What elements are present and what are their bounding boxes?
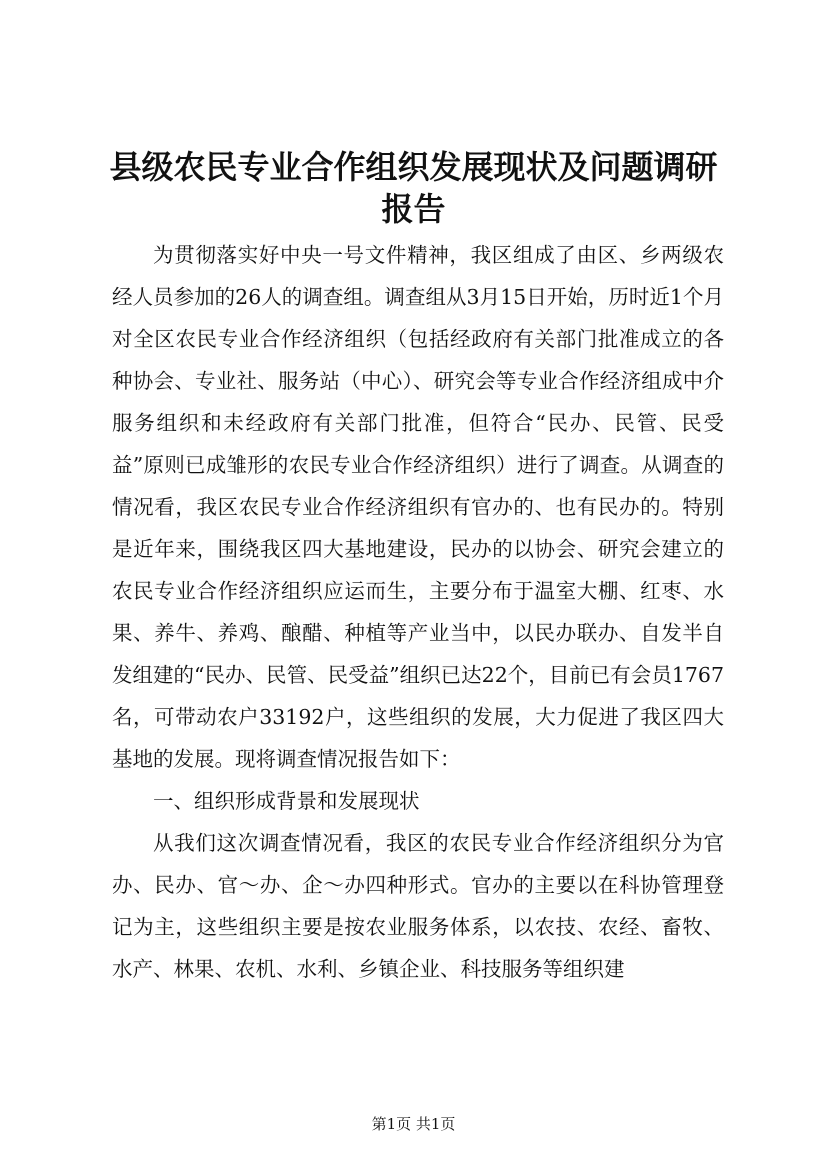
document-title: 县级农民专业合作组织发展现状及问题调研报告 (109, 148, 718, 228)
paragraph-intro: 为贯彻落实好中央一号文件精神，我区组成了由区、乡两级农经人员参加的26人的调查组。调查组从3月15日开始，历时近1个月对全区农民专业合作经济组织（包括经政府有关部门批准成立的各种协会、专业社、服务站（中心）、研究会等专业合作经济组成中介服务组织和未经政府有关部门批准，但符合“民办、民管、民受益”原则已成雏形的农民专业合作经济组织）进行了调查。从调查的情况看，我区农民专业合作经济组织有官办的、也有民办的。特别是近年来，围绕我区四大基地建设，民办的以协会、研究会建立的农民专业合作经济组织应运而生，主要分布于温室大棚、红枣、水果、养牛、养鸡、酿醋、种植等产业当中，以民办联办、自发半自发组建的“民办、民管、民受益”组织已达22个，目前已有会员1767名，可带动农户33192户，这些组织的发展，大力促进了我区四大基地的发展。现将调查情况报告如下： (112, 243, 724, 771)
section-heading-1: 一、组织形成背景和发展现状 (153, 789, 420, 813)
page-number-footer: 第1页 共1页 (371, 1115, 456, 1133)
document-body (112, 234, 724, 990)
paragraph-section-1: 从我们这次调查情况看，我区的农民专业合作经济组织分为官办、民办、官～办、企～办四种形式。官办的主要以在科协管理登记为主，这些组织主要是按农业服务体系，以农技、农经、畜牧、水产、林果、农机、水利、乡镇企业、科技服务等组织建 (112, 831, 724, 981)
